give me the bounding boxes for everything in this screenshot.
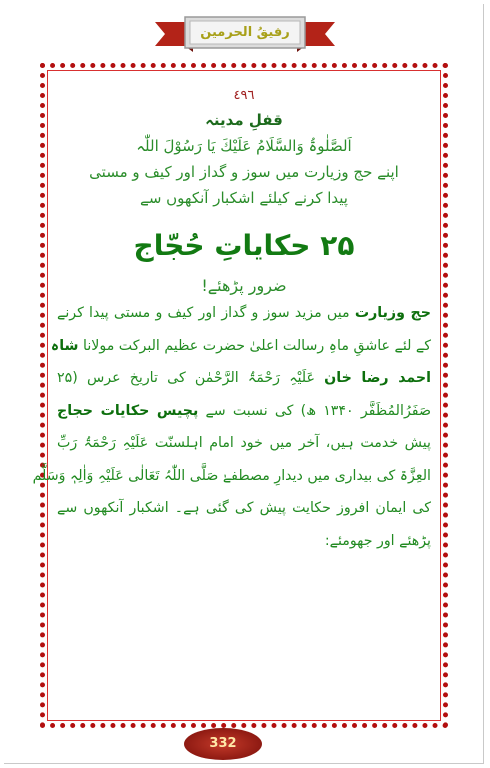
- page-reference: ٤٩٦: [233, 88, 255, 103]
- highlight-25-stories: پچیس حکایات حجاج: [57, 402, 199, 419]
- header-title: رفیقُ الحرمین: [200, 25, 290, 40]
- body-text-2: کے لئے عاشقِ ماہِ رسالت اعلیٰ حضرت عظیم البرکت مولانا: [83, 337, 431, 354]
- section-heading: قفلِ مدینہ: [205, 111, 283, 129]
- highlight-name: احمد رضا خان: [324, 370, 431, 386]
- page-number-badge: 332: [184, 728, 262, 760]
- body-text-3: عَلَیْہِ رَحْمَۃُ الرَّحْمٰن کی تاریخ عرس (۲۵: [57, 370, 315, 386]
- body-line-8: پڑھئے اور جھومئے:: [324, 532, 431, 549]
- salutation-line: اَلصَّلٰوۃُ وَالسَّلَامُ عَلَیْكَ یَا رَسُوْلَ اللّٰہ: [136, 137, 352, 155]
- highlight-shah: شاہ: [50, 337, 79, 354]
- header-ribbon: [155, 14, 335, 56]
- body-line-5: پیش خدمت ہیں، آخر میں خود امام اہلسنّت عَلَیْہِ رَحْمَۃُ رَبِّ: [57, 435, 431, 451]
- page-content: [32, 76, 431, 557]
- must-read-heading: ضرور پڑھئے!: [201, 276, 287, 295]
- body-line-2: [50, 330, 431, 363]
- highlight-hajj: حج وزیارت: [354, 305, 431, 321]
- body-line-3: [57, 362, 431, 395]
- body-line-4: [57, 395, 431, 428]
- content-frame: [32, 63, 448, 728]
- body-paragraph: [32, 297, 431, 557]
- main-title: ۲۵ حکایاتِ حُجّاج: [133, 229, 355, 262]
- body-line-6: العِزَّۃ کی بیداری میں دیدارِ مصطفےٰ صَلَّی اللّٰہُ تَعَالٰی عَلَیْہِ وَاٰلِہٖ وَسَلَّم: [32, 467, 431, 484]
- tagline-line-2: پیدا کرنے کیلئے اشکبار آنکھوں سے: [140, 189, 348, 207]
- body-text-4: صَفَرُالمُظَفَّر ۱۳۴۰ ھ) کی نسبت سے: [205, 402, 431, 419]
- tagline-line-1: اپنے حج وزیارت میں سوز و گداز اور کیف و مستی: [89, 163, 399, 181]
- body-text-1: میں مزید سوز و گداز اور کیف و مستی پیدا کرنے: [57, 305, 350, 321]
- body-line-7: کی ایمان افروز حکایت پیش کی گئی ہے۔ اشکبار آنکھوں سے: [57, 500, 431, 516]
- body-line-1: [57, 297, 431, 330]
